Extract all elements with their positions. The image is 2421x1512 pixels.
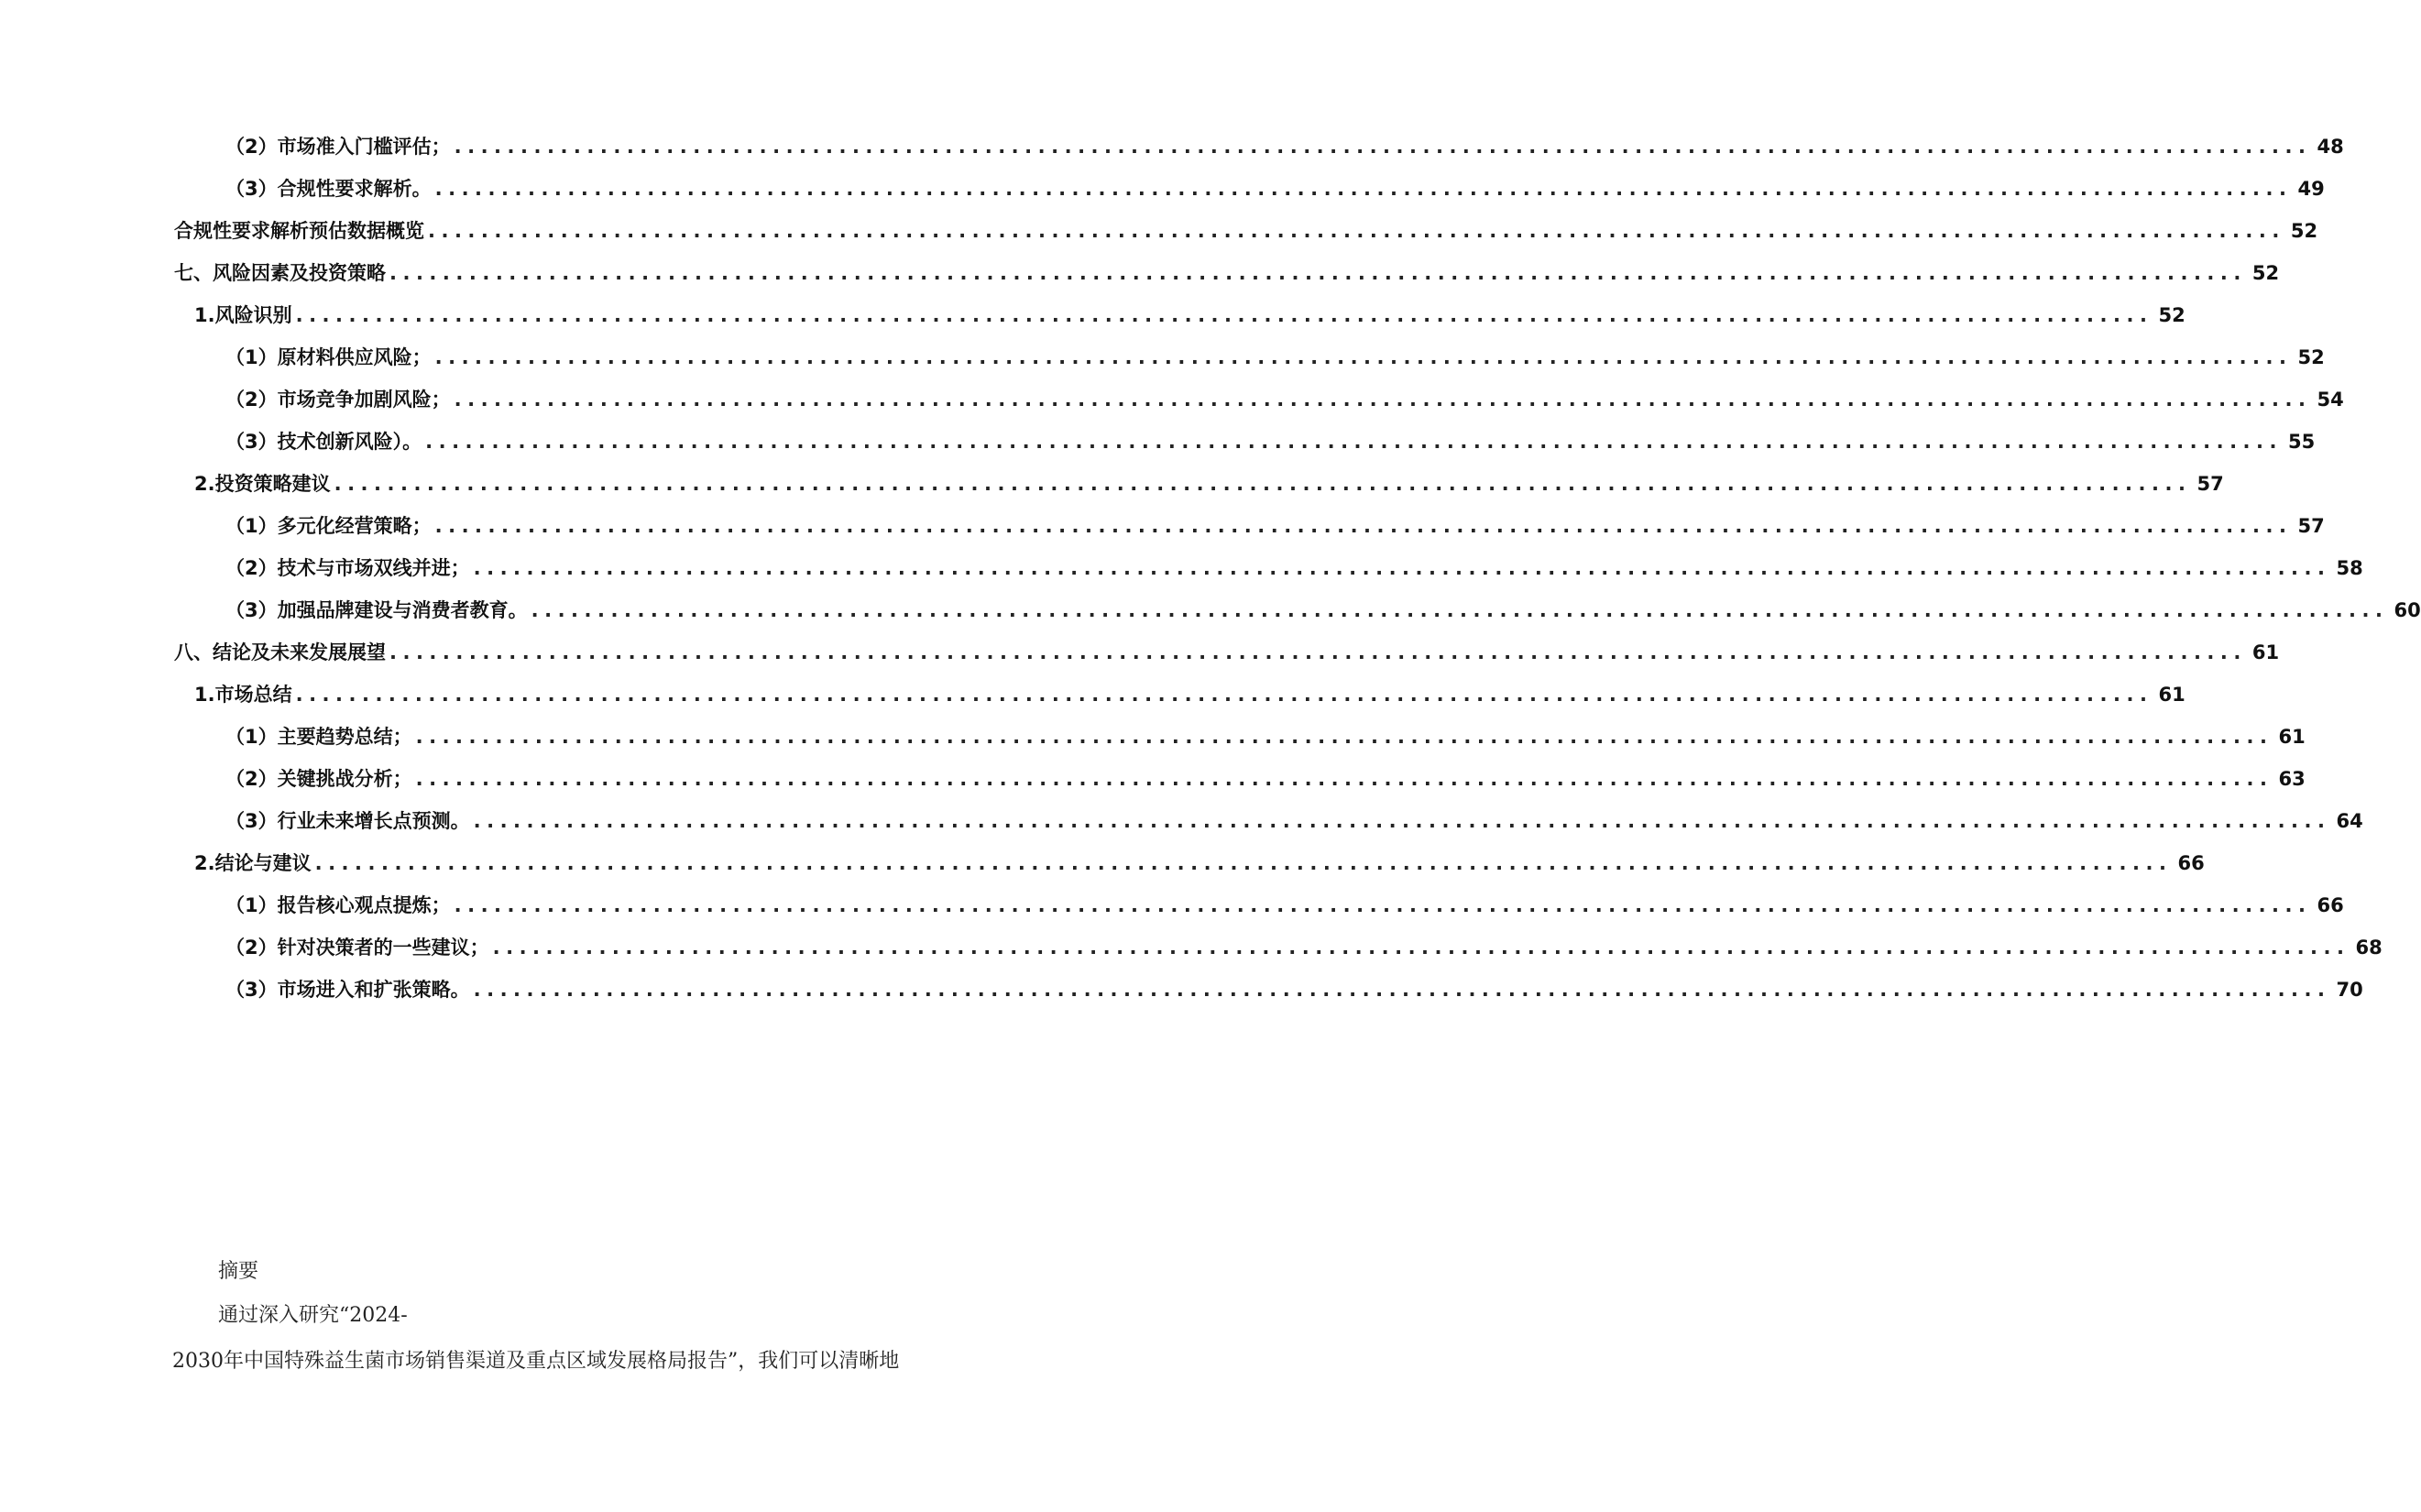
toc-entry[interactable] — [225, 718, 2306, 755]
toc-entry-number: 2. — [194, 852, 215, 874]
toc-entry-page: 57 — [2297, 515, 2325, 537]
toc-leader-dots: ............................................................................................................................................ — [389, 262, 2247, 284]
toc-entry[interactable] — [225, 508, 2325, 544]
toc-entry-title: （2）技术与市场双线并进； — [225, 557, 470, 579]
toc-entry-page: 57 — [2196, 473, 2224, 495]
toc-entry-title: （1）主要趋势总结； — [225, 726, 412, 748]
toc-leader-dots: ............................................................................................................................................ — [531, 599, 2389, 621]
toc-entry-title: （2）市场准入门槛评估； — [225, 136, 451, 158]
toc-entry-title: （1）多元化经营策略； — [225, 515, 432, 537]
toc-leader-dots: ............................................................................................................................................ — [389, 641, 2247, 663]
toc-entry-title: 结论与建议 — [214, 852, 312, 874]
toc-leader-dots: ............................................................................................................................................ — [428, 220, 2285, 242]
toc-entry-title: （3）市场进入和扩张策略。 — [225, 979, 470, 1001]
toc-entry-number: 2. — [194, 473, 215, 495]
toc-entry-page: 52 — [2158, 304, 2185, 326]
toc-leader-dots: ............................................................................................................................................ — [434, 178, 2293, 200]
toc-leader-dots: ............................................................................................................................................ — [434, 515, 2293, 537]
toc-entry-title: 投资策略建议 — [214, 473, 331, 495]
toc-leader-dots: ............................................................................................................................................ — [454, 389, 2312, 411]
abstract-line: 2030年中国特殊益生菌市场销售渠道及重点区域发展格局报告”，我们可以清晰地 — [172, 1350, 900, 1373]
abstract-line: 通过深入研究“2024- — [218, 1304, 408, 1327]
toc-entry-title: （2）针对决策者的一些建议； — [225, 937, 489, 959]
toc-entry[interactable] — [225, 887, 2344, 924]
toc-entry-title: （3）技术创新风险）。 — [225, 431, 422, 453]
toc-entry-page: 61 — [2158, 684, 2185, 706]
toc-entry-page: 52 — [2297, 346, 2325, 368]
toc-entry[interactable] — [194, 845, 2205, 882]
toc-entry-page: 68 — [2355, 937, 2383, 959]
toc-leader-dots: ............................................................................................................................................ — [415, 726, 2273, 748]
toc-entry[interactable] — [225, 971, 2363, 1008]
toc-entry[interactable] — [225, 550, 2363, 586]
toc-entry[interactable] — [225, 339, 2325, 376]
toc-entry[interactable] — [225, 170, 2325, 207]
toc-entry-page: 66 — [2317, 894, 2344, 916]
toc-entry-title: 市场总结 — [214, 684, 292, 706]
toc-entry-page: 58 — [2336, 557, 2363, 579]
toc-leader-dots: ............................................................................................................................................ — [314, 852, 2173, 874]
toc-entry-title: （2）市场竞争加剧风险； — [225, 389, 451, 411]
toc-entry-page: 64 — [2336, 810, 2363, 832]
toc-entry-title: （2）关键挑战分析； — [225, 768, 412, 790]
toc-entry-page: 49 — [2297, 178, 2325, 200]
toc-entry[interactable] — [225, 423, 2316, 460]
toc-entry-number: 1. — [194, 684, 215, 706]
toc-leader-dots: ............................................................................................................................................ — [473, 979, 2331, 1001]
toc-entry[interactable] — [174, 213, 2318, 249]
toc-entry-title: 七、风险因素及投资策略 — [174, 262, 386, 284]
toc-entry-number: 1. — [194, 304, 215, 326]
toc-entry-title: （1）报告核心观点提炼； — [225, 894, 451, 916]
toc-entry[interactable] — [194, 466, 2224, 502]
toc-leader-dots: ............................................................................................................................................ — [454, 136, 2312, 158]
toc-entry-page: 60 — [2394, 599, 2421, 621]
toc-leader-dots: ............................................................................................................................................ — [415, 768, 2273, 790]
toc-entry-page: 55 — [2287, 431, 2316, 453]
toc-entry[interactable] — [194, 676, 2185, 713]
toc-leader-dots: ............................................................................................................................................ — [473, 810, 2331, 832]
toc-entry[interactable] — [174, 255, 2280, 291]
toc-leader-dots: ............................................................................................................................................ — [454, 894, 2312, 916]
toc-entry[interactable] — [194, 297, 2185, 334]
toc-leader-dots: ............................................................................................................................................ — [434, 346, 2293, 368]
toc-entry-page: 61 — [2251, 641, 2280, 663]
toc-entry[interactable] — [225, 929, 2383, 966]
toc-entry-title: （1）原材料供应风险； — [225, 346, 432, 368]
toc-entry-page: 66 — [2177, 852, 2205, 874]
toc-entry-title: 八、结论及未来发展展望 — [174, 641, 386, 663]
toc-entry-title: 风险识别 — [214, 304, 292, 326]
toc-entry-title: （3）加强品牌建设与消费者教育。 — [225, 599, 528, 621]
toc-leader-dots: ............................................................................................................................................ — [295, 304, 2153, 326]
toc-entry[interactable] — [225, 381, 2344, 418]
toc-leader-dots: ............................................................................................................................................ — [425, 431, 2283, 453]
toc-entry-title: （3）合规性要求解析。 — [225, 178, 432, 200]
toc-leader-dots: ............................................................................................................................................ — [334, 473, 2192, 495]
toc-entry-page: 52 — [2290, 220, 2318, 242]
toc-entry-page: 48 — [2317, 136, 2344, 158]
toc-entry-title: （3）行业未来增长点预测。 — [225, 810, 470, 832]
toc-entry-page: 63 — [2278, 768, 2306, 790]
toc-leader-dots: ............................................................................................................................................ — [492, 937, 2350, 959]
toc-entry[interactable] — [225, 128, 2344, 165]
toc-entry[interactable] — [225, 592, 2421, 629]
toc-entry-page: 52 — [2251, 262, 2280, 284]
toc-entry[interactable] — [225, 761, 2306, 797]
toc-leader-dots: ............................................................................................................................................ — [295, 684, 2153, 706]
toc-entry[interactable] — [225, 803, 2363, 839]
toc-entry-page: 61 — [2278, 726, 2306, 748]
toc-entry-title: 合规性要求解析预估数据概览 — [174, 220, 424, 242]
toc-entry-page: 70 — [2336, 979, 2363, 1001]
toc-leader-dots: ............................................................................................................................................ — [473, 557, 2331, 579]
toc-entry-page: 54 — [2317, 389, 2344, 411]
toc-entry[interactable] — [174, 634, 2280, 671]
abstract-heading: 摘要 — [218, 1260, 259, 1283]
